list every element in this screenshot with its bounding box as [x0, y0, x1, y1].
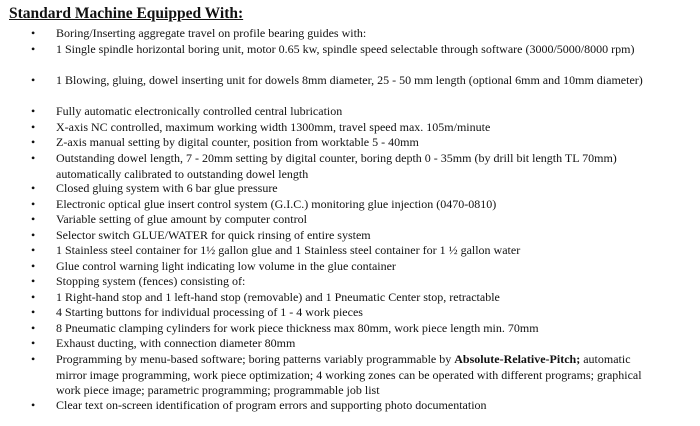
bullet-icon: •	[31, 212, 36, 226]
list-item-text	[56, 290, 696, 306]
bullet-icon: •	[31, 135, 36, 149]
list-item-line: Outstanding dowel length, 7 - 20mm setting by digital counter, boring depth 0 - 35mm (by drill bit length TL 70mm)	[56, 151, 617, 165]
bullet-icon: •	[31, 259, 36, 273]
list-item-line: 1 Blowing, gluing, dowel inserting unit for dowels 8mm diameter, 25 - 50 mm length (optional 6mm and 10mm diameter)	[56, 73, 643, 87]
list-item-line: 4 Starting buttons for individual processing of 1 - 4 work pieces	[56, 305, 363, 319]
bullet-icon: •	[31, 26, 36, 40]
list-item-text	[56, 42, 696, 58]
list-item-text	[56, 181, 696, 197]
list-item-line: 8 Pneumatic clamping cylinders for work piece thickness max 80mm, work piece length min. 70mm	[56, 321, 539, 335]
list-item-line: Fully automatic electronically controlled central lubrication	[56, 104, 343, 118]
list-item-text	[56, 73, 696, 89]
list-item-line	[56, 352, 696, 368]
bold-term: Absolute-Relative-Pitch;	[454, 352, 581, 366]
list-item-line: Closed gluing system with 6 bar glue pressure	[56, 181, 278, 195]
bullet-icon: •	[31, 104, 36, 118]
list-item-line: Stopping system (fences) consisting of:	[56, 274, 246, 288]
list-item-text	[56, 352, 696, 399]
list-item-text	[56, 243, 696, 259]
bullet-icon: •	[31, 290, 36, 304]
text-segment: Programming by menu-based software; boring patterns variably programmable by	[56, 352, 455, 366]
bullet-icon: •	[31, 274, 36, 288]
list-item-text	[56, 336, 696, 352]
list-item-line: Z-axis manual setting by digital counter, position from worktable 5 - 40mm	[56, 135, 419, 149]
list-item-text	[56, 26, 696, 42]
list-item-text	[56, 151, 696, 182]
list-item-line: 1 Single spindle horizontal boring unit, motor 0.65 kw, spindle speed selectable through software (3000/5000/8000 rpm)	[56, 42, 635, 56]
bullet-icon: •	[31, 321, 36, 335]
bullet-icon: •	[31, 305, 36, 319]
list-item-line: Clear text on-screen identification of program errors and supporting photo documentation	[56, 398, 487, 412]
list-item-text	[56, 259, 696, 275]
bullet-icon: •	[31, 42, 36, 56]
list-item-text	[56, 212, 696, 228]
list-item-line: mirror image programming, work piece optimization; 4 working zones can be operated with different programs; graphical	[56, 367, 642, 382]
bullet-icon: •	[31, 73, 36, 87]
list-item-line: 1 Stainless steel container for 1½ gallon glue and 1 Stainless steel container for 1 ½ gallon water	[56, 243, 521, 257]
list-item-line: Selector switch GLUE/WATER for quick rinsing of entire system	[56, 228, 371, 242]
bullet-icon: •	[31, 151, 36, 165]
bullet-icon: •	[31, 228, 36, 242]
list-item-text	[56, 197, 696, 213]
bullet-icon: •	[31, 352, 36, 366]
list-item-text	[56, 120, 696, 136]
list-item-text	[56, 135, 696, 151]
bullet-icon: •	[31, 197, 36, 211]
document-title: Standard Machine Equipped With:	[9, 5, 244, 22]
list-item-line: automatically calibrated to outstanding dowel length	[56, 166, 309, 181]
bullet-icon: •	[31, 120, 36, 134]
list-item-line: Electronic optical glue insert control system (G.I.C.) monitoring glue injection (0470-0810)	[56, 197, 497, 211]
list-item-line: Boring/Inserting aggregate travel on profile bearing guides with:	[56, 26, 367, 40]
list-item-text	[56, 274, 696, 290]
bullet-icon: •	[31, 181, 36, 195]
list-item-text	[56, 104, 696, 120]
list-item-text	[56, 305, 696, 321]
bullet-icon: •	[31, 243, 36, 257]
list-item-text	[56, 228, 696, 244]
list-item-line: Variable setting of glue amount by computer control	[56, 212, 307, 226]
list-item-line: work piece image; parametric programming; programmable job list	[56, 383, 380, 397]
list-item-line: 1 Right-hand stop and 1 left-hand stop (removable) and 1 Pneumatic Center stop, retractable	[56, 290, 500, 304]
text-segment: automatic	[580, 352, 631, 366]
list-item-text	[56, 321, 696, 337]
list-item-line: Glue control warning light indicating low volume in the glue container	[56, 259, 396, 273]
list-item-line: Exhaust ducting, with connection diameter 80mm	[56, 336, 296, 350]
list-item-line: X-axis NC controlled, maximum working width 1300mm, travel speed max. 105m/minute	[56, 120, 491, 134]
bullet-icon: •	[31, 336, 36, 350]
list-item-text	[56, 398, 696, 414]
bullet-icon: •	[31, 398, 36, 412]
